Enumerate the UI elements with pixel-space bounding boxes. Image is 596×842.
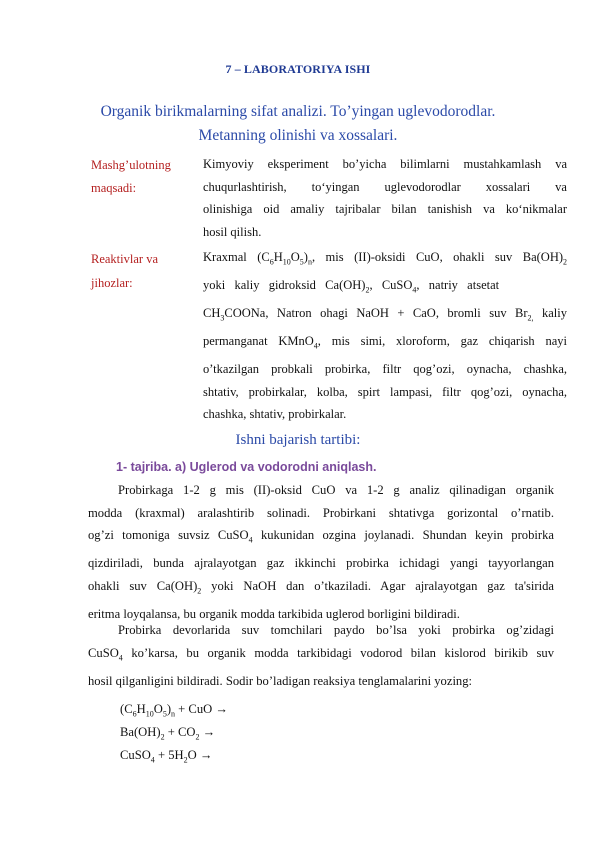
reaction-equation-2: $Ba(OH)_2 + CO_2$ → xyxy=(120,725,216,742)
procedure-heading: Ishni bajarish tartibi: xyxy=(235,432,361,448)
reaction-equation-1: $(C_6H_{10}O_5)_n$ + CuO → xyxy=(120,702,228,719)
paragraph-line: CuSO$_4$ ko’karsa, bu organik modda tarkibidagi vodorod bilan kislorod birikib suv xyxy=(88,645,554,663)
reagents-line: yoki kaliy gidroksid $Ca(OH)_2$, CuSO$_4$, natriy atsetat xyxy=(203,278,500,295)
paragraph-line: eritma loyqalansa, bu organik modda tarkibida uglerod borligini bildiradi. xyxy=(88,606,460,621)
reagents-line: Kraxmal $(C_6H_{10}O_5)_n$, mis (II)-oksidi CuO, ohakli suv $Ba(OH)_2$ xyxy=(203,250,568,267)
reagents-line: o’tkazilgan probkali probirka, filtr qog’ozi, oynacha, chashka, xyxy=(203,362,567,376)
reagents-line: chashka, shtativ, probirkalar. xyxy=(203,407,347,421)
reagents-line: permanganat KMnO$_4$, mis simi, xloroform, gaz chiqarish nayi xyxy=(203,334,567,351)
paragraph-line: hosil qilganligini bildiradi. Sodir bo’ladigan reaksiya tenglamalarini yozing: xyxy=(88,673,473,688)
goal-line: chuqurlashtirish, to‘yingan uglevodorodlar xossalari va xyxy=(203,179,567,194)
paragraph-line: qizdiriladi, bunda ajralayotgan gaz ikkinchi probirka ichidagi yangi tayyorlangan xyxy=(88,556,554,571)
subtitle-methane: Metanning olinishi va xossalari. xyxy=(198,127,398,144)
experiment-title: 1- tajriba. a) Uglerod va vodorodni aniqlash. xyxy=(116,460,377,474)
procedure-paragraph-2 xyxy=(88,619,554,692)
goal-line: hosil qilish. xyxy=(203,224,262,239)
goal-line: Kimyoviy eksperiment bo’yicha bilimlarni mustahkamlash va xyxy=(203,157,567,171)
goal-label-2: maqsadi: xyxy=(91,181,137,195)
reaction-equation-3: CuSO$_4$ + $5H_2O$ → xyxy=(120,748,213,765)
lab-title: 7 – LABORATORIYA ISHI xyxy=(225,62,371,76)
reagents-description xyxy=(203,246,567,426)
goal-label-1: Mashg’ulotning xyxy=(91,158,171,172)
reagents-line: $CH_3COONa$, Natron ohagi NaOH + CaO, bromli suv $Br_{2,}$ kaliy xyxy=(203,306,567,323)
paragraph-line: og’zi tomoniga suvsiz CuSO$_4$ kukunidan ozgina joylanadi. Shundan keyin probirka xyxy=(88,528,554,545)
reagents-label-2: jihozlar: xyxy=(91,276,133,290)
paragraph-line: Probirkaga 1-2 g mis (II)-oksid CuO va 1-2 g analiz qilinadigan organik xyxy=(118,483,554,497)
reagents-line: shtativ, probirkalar, kolba, spirt lampasi, filtr qog’ozi, oynacha, xyxy=(203,384,567,399)
goal-description xyxy=(203,153,567,243)
paragraph-line: ohakli suv $Ca(OH)_2$ yoki NaOH dan o’tkaziladi. Agar ajralayotgan gaz ta'sirida xyxy=(88,578,554,596)
reagents-label-1: Reaktivlar va xyxy=(91,252,158,266)
paragraph-line: Probirka devorlarida suv tomchilari paydo bo’lsa yoki probirka og’zidagi xyxy=(118,623,554,637)
paragraph-line: modda (kraxmal) aralashtirib solinadi. Probirkani shtativga gorizontal o’rnatib. xyxy=(88,505,554,520)
goal-line: olinishiga oid amaliy tajribalar bilan tanishish va ko‘nikmalar xyxy=(203,202,567,216)
procedure-paragraph-1 xyxy=(88,479,554,625)
subtitle-topic: Organik birikmalarning sifat analizi. To’yingan uglevodorodlar. xyxy=(100,103,496,120)
